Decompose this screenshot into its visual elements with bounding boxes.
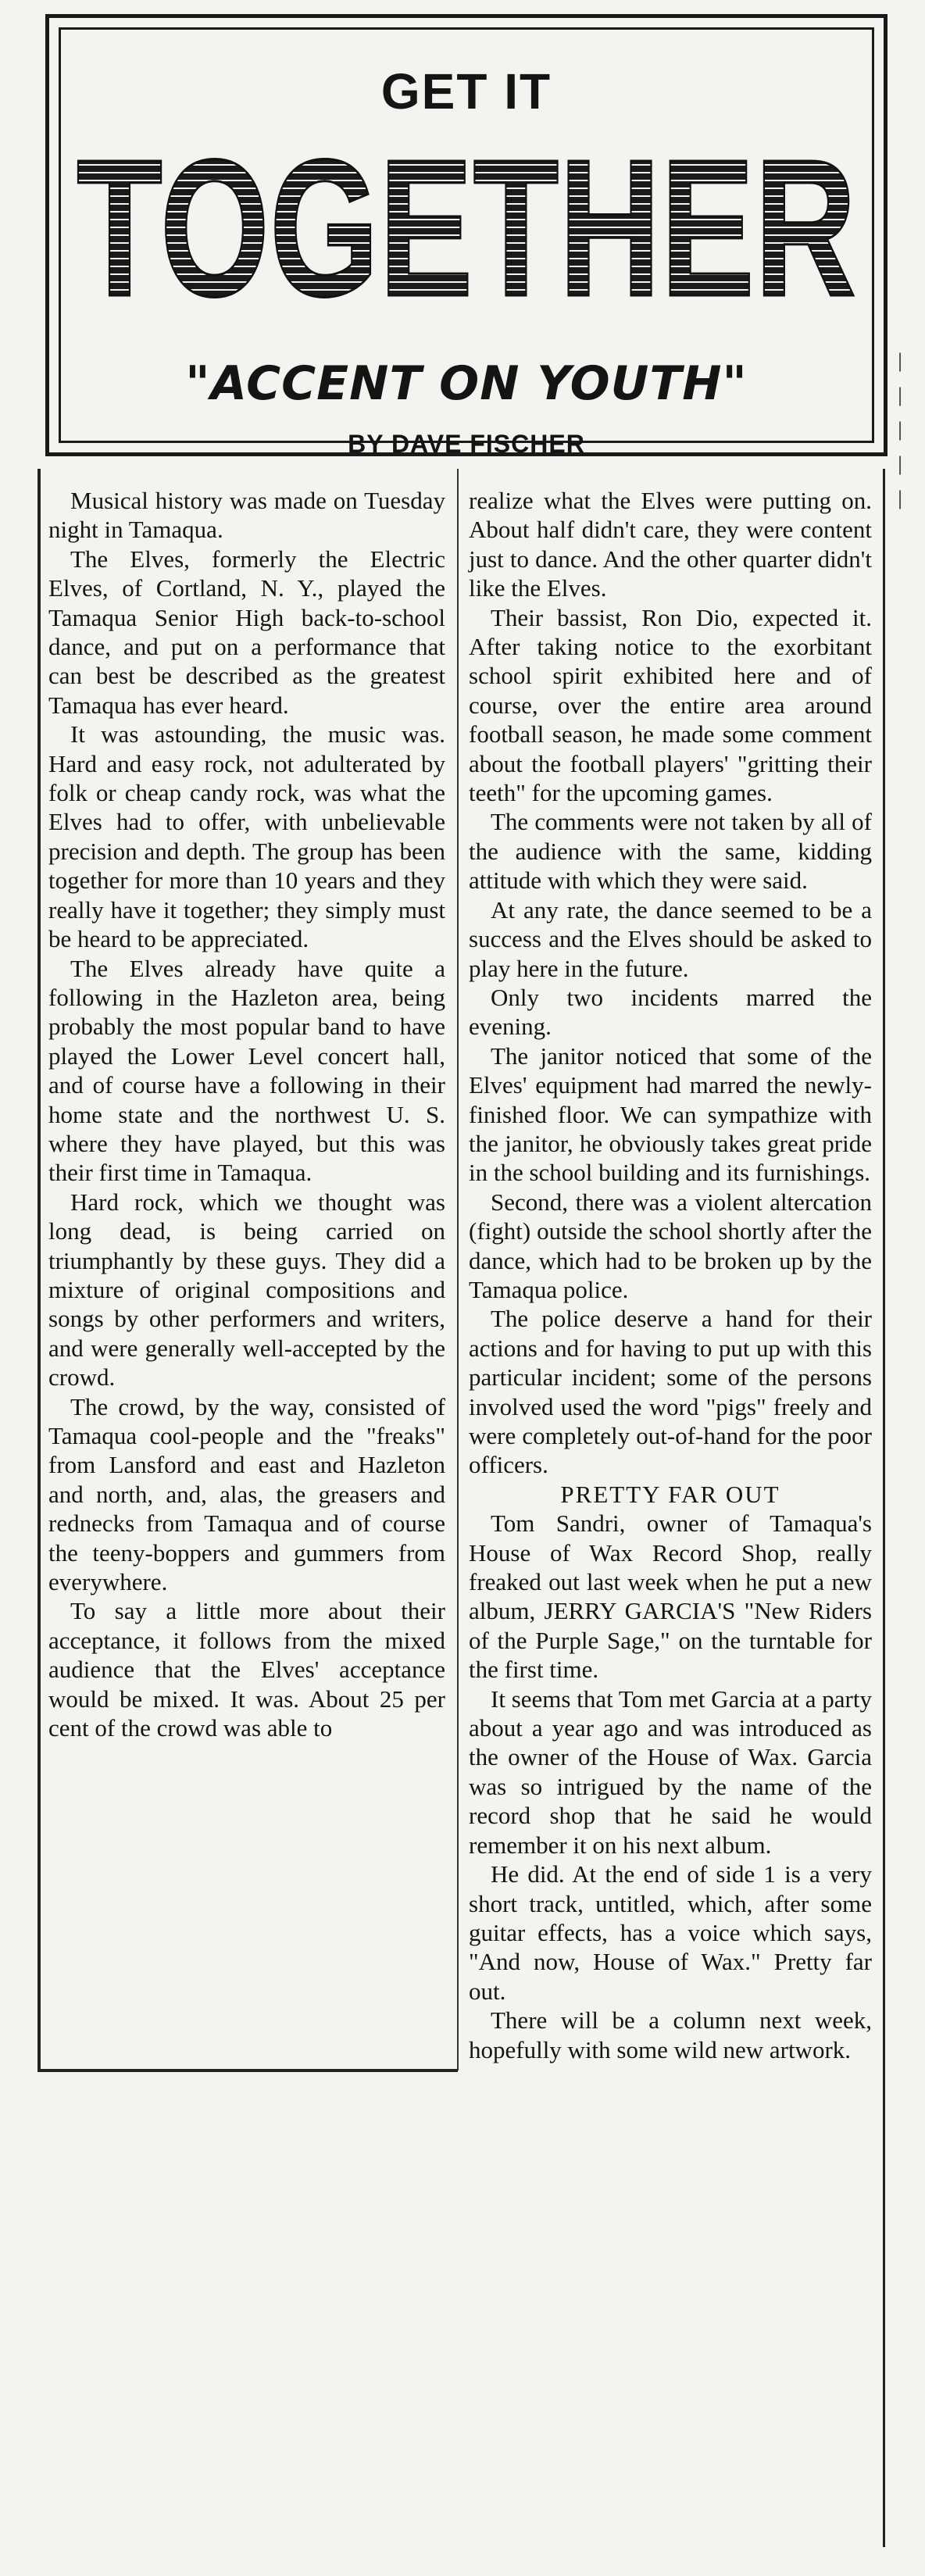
column-frame-right bbox=[883, 469, 885, 2547]
paragraph: Hard rock, which we thought was long dead, is being carried on triumphantly by these guys. They did a mixture of original compositions and songs by other performers and writers, and were generally well-accepted by the crowd. bbox=[48, 1188, 445, 1392]
paragraph: The crowd, by the way, consisted of Tamaqua cool-people and the "freaks" from Lansford and east and Hazleton and north, and, alas, the greasers and rednecks from Tamaqua and of course the teeny-boppers and gummers from everywhere. bbox=[48, 1392, 445, 1596]
kicker-headline: GET IT bbox=[380, 63, 552, 120]
edge-mark: | bbox=[897, 419, 904, 441]
article-column-1 bbox=[48, 486, 445, 1742]
paragraph: The janitor noticed that some of the Elves' equipment had marred the newly-finished floor. We can sympathize with the janitor, he obviously takes great pride in the school building and its furnishings. bbox=[469, 1041, 872, 1187]
masthead-box bbox=[45, 14, 888, 456]
section-subhead: PRETTY FAR OUT bbox=[560, 1480, 780, 1508]
paragraph: There will be a column next week, hopefully with some wild new artwork. bbox=[469, 2006, 872, 2063]
paragraph: At any rate, the dance seemed to be a success and the Elves should be asked to play here in the future. bbox=[469, 895, 872, 982]
paragraph: Musical history was made on Tuesday night in Tamaqua. bbox=[48, 487, 445, 544]
column-divider bbox=[457, 469, 459, 2070]
main-headline-graphic bbox=[61, 122, 872, 309]
paragraph: Only two incidents marred the evening. bbox=[469, 983, 872, 1041]
subtitle: "ACCENT ON YOUTH" bbox=[185, 356, 748, 411]
paragraph: Second, there was a violent altercation (fight) outside the school shortly after the dance, which had to be broken up by the Tamaqua police. bbox=[469, 1188, 872, 1303]
paragraph: The Elves, formerly the Electric Elves, of Cortland, N. Y., played the Tamaqua Senior High back-to-school dance, and put on a performance that can best be described as the greatest Tamaqua has ever heard. bbox=[48, 545, 445, 719]
paragraph: The Elves already have quite a following in the Hazleton area, being probably the most popular band to have played the Lower Level concert hall, and of course have a following in their home state and the northwest U. S. where they have played, but this was their first time in Tamaqua. bbox=[48, 954, 445, 1187]
column-frame-left bbox=[38, 469, 41, 2070]
adjacent-column-edge bbox=[897, 344, 912, 516]
column-frame-bottom bbox=[38, 2069, 458, 2072]
headline-text: TOGETHER bbox=[76, 122, 857, 309]
paragraph: The police deserve a hand for their actions and for having to put up with this particular incident; some of the persons involved used the word "pigs" freely and were completely out-of-hand for the poor officers. bbox=[469, 1305, 872, 1479]
paragraph: The comments were not taken by all of the audience with the same, kidding attitude with which they were said. bbox=[469, 808, 872, 895]
edge-mark: | bbox=[897, 488, 904, 509]
edge-mark: | bbox=[897, 350, 904, 372]
main-headline bbox=[61, 122, 872, 309]
paragraph: To say a little more about their acceptance, it follows from the mixed audience that the Elves' acceptance would be mixed. It was. About 25 per cent of the crowd was able to bbox=[48, 1597, 445, 1742]
paragraph: It was astounding, the music was. Hard and easy rock, not adulterated by folk or cheap candy rock, was what the Elves had to offer, with unbelievable precision and depth. The group has been together for more than 10 years and they really have it together; they simply must be heard to be appreciated. bbox=[48, 720, 445, 953]
masthead-inner-border bbox=[59, 27, 874, 458]
paragraph: He did. At the end of side 1 is a very short track, untitled, which, after some guitar effects, has a voice which says, "And now, House of Wax." Pretty far out. bbox=[469, 1860, 872, 2005]
paragraph: Their bassist, Ron Dio, expected it. After taking notice to the exorbitant school spirit exhibited here and of course, over the entire area around football season, he made some comment about the football players' "gritting their teeth" for the upcoming games. bbox=[469, 603, 872, 807]
edge-mark: | bbox=[897, 453, 904, 475]
paragraph: realize what the Elves were putting on. About half didn't care, they were content just to dance. And the other quarter didn't like the Elves. bbox=[469, 487, 872, 602]
paragraph: It seems that Tom met Garcia at a party about a year ago and was introduced as the owner of the House of Wax. Garcia was so intrigued by the name of the record shop that he said he would remember it on his next album. bbox=[469, 1685, 872, 1859]
byline: BY DAVE FISCHER bbox=[348, 430, 585, 458]
edge-mark: | bbox=[897, 384, 904, 406]
article-column-2 bbox=[469, 486, 872, 2064]
paragraph: Tom Sandri, owner of Tamaqua's House of Wax Record Shop, really freaked out last week when he put a new album, JERRY GARCIA'S "New Riders of the Purple Sage," on the turntable for the first time. bbox=[469, 1510, 872, 1684]
